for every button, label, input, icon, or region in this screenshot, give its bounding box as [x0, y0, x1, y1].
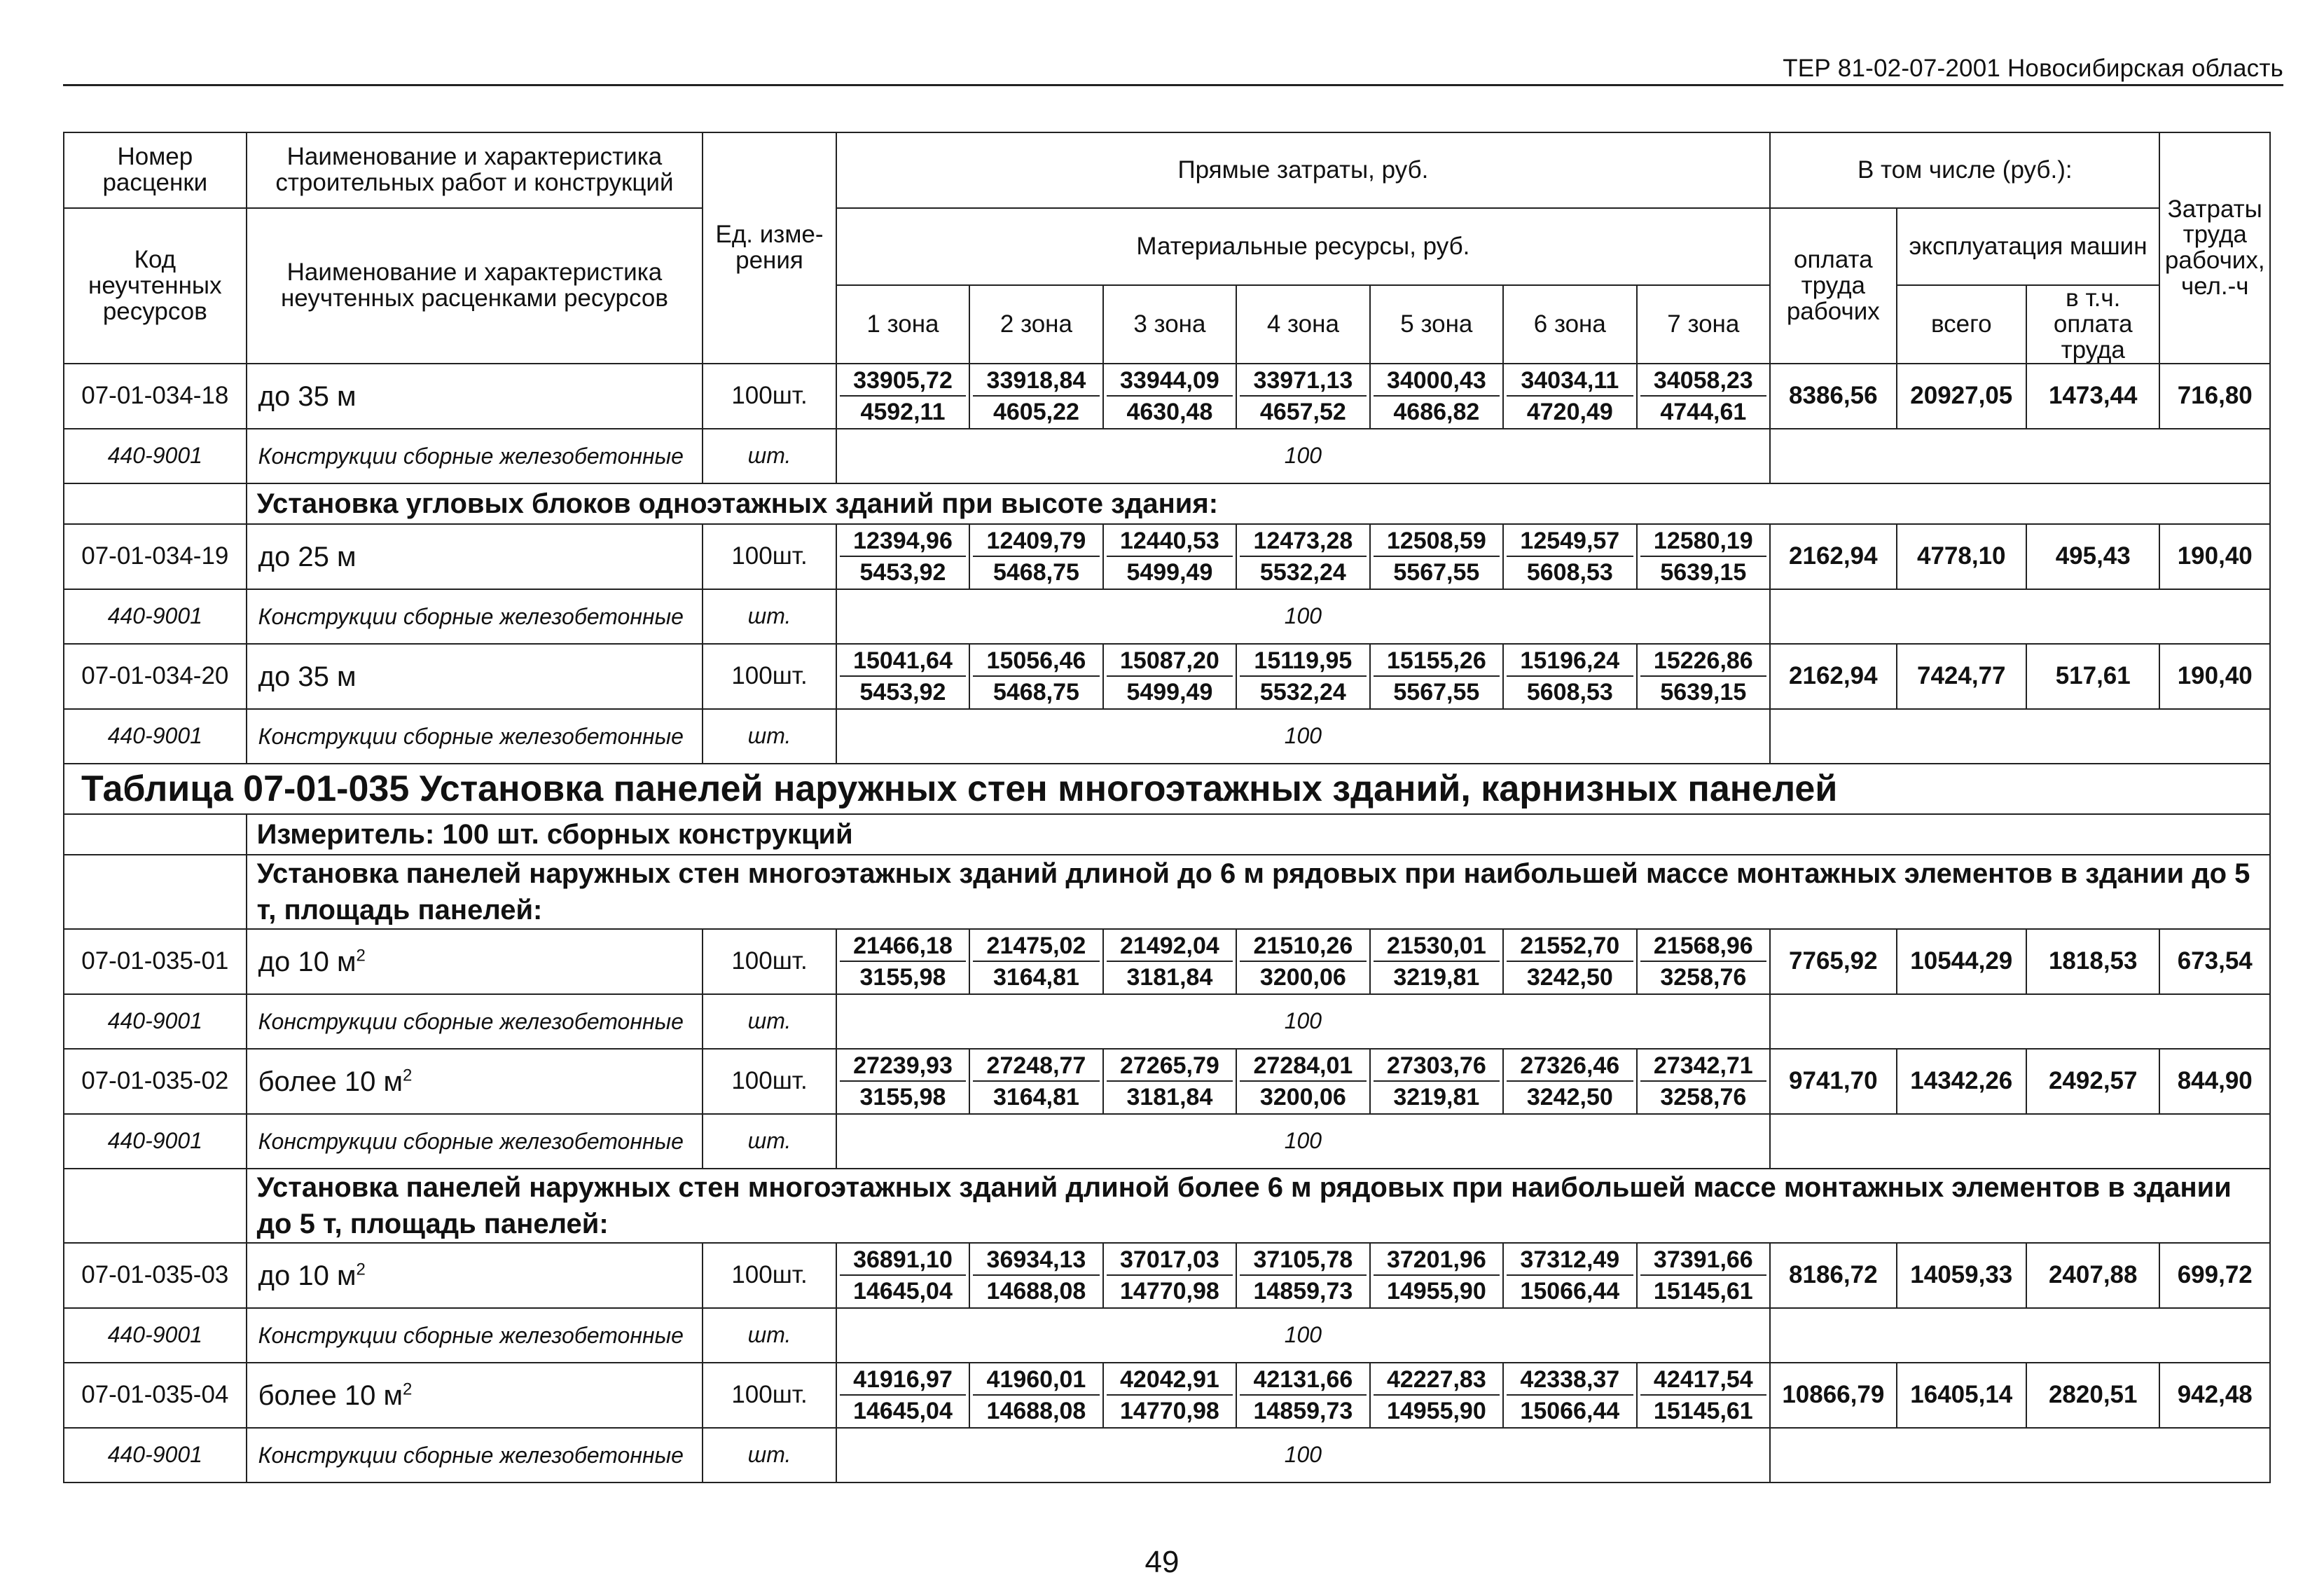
resource-row [64, 589, 2270, 644]
direct-cost: 42131,66 [1240, 1365, 1366, 1396]
rate-unit: 100шт. [703, 524, 836, 589]
rate-name-text: до 35 м [258, 661, 357, 692]
rate-name-text: до 25 м [258, 541, 357, 572]
resource-name: Конструкции сборные железобетонные [247, 589, 703, 644]
direct-cost: 37017,03 [1107, 1246, 1233, 1276]
machines-total-value: 7424,77 [1897, 644, 2026, 709]
material-cost: 15066,44 [1520, 1278, 1620, 1305]
material-cost: 4630,48 [1126, 399, 1213, 426]
header-zone: 7 зона [1637, 285, 1771, 364]
resource-row [64, 1114, 2270, 1169]
header-zone: 3 зона [1103, 285, 1236, 364]
rate-name-text: до 10 м [258, 1260, 357, 1291]
resource-empty-cell [1770, 429, 2270, 483]
machines-wages-value: 495,43 [2026, 524, 2159, 589]
material-cost: 5468,75 [992, 559, 1079, 586]
resource-code: 440-9001 [64, 1428, 247, 1483]
resource-row [64, 709, 2270, 764]
header-machines-total: всего [1897, 285, 2026, 364]
direct-cost: 15226,86 [1640, 647, 1767, 677]
resource-quantity: 100 [836, 994, 1770, 1049]
direct-cost: 21510,26 [1240, 932, 1366, 962]
direct-cost: 15056,46 [973, 647, 1099, 677]
zone-cost-cell [1503, 524, 1636, 589]
direct-cost: 27326,46 [1507, 1052, 1633, 1082]
rate-code: 07-01-035-04 [64, 1363, 247, 1428]
rate-name-text: более 10 м [258, 1380, 403, 1411]
material-cost: 14645,04 [853, 1398, 953, 1425]
material-cost: 3219,81 [1393, 964, 1480, 991]
resource-name: Конструкции сборные железобетонные [247, 709, 703, 764]
rate-name-text: более 10 м [258, 1066, 403, 1097]
resource-unit: шт. [703, 1308, 836, 1363]
material-cost: 5532,24 [1259, 679, 1346, 706]
direct-cost: 37312,49 [1507, 1246, 1633, 1276]
material-cost: 14859,73 [1253, 1278, 1353, 1305]
rate-row [64, 644, 2270, 709]
direct-cost: 12549,57 [1507, 527, 1633, 557]
direct-cost: 41960,01 [973, 1365, 1099, 1396]
material-cost: 5499,49 [1126, 559, 1213, 586]
zone-cost-cell [1637, 929, 1771, 994]
machines-wages-value: 517,61 [2026, 644, 2159, 709]
header-zone: 4 зона [1236, 285, 1369, 364]
zone-cost-cell [969, 644, 1102, 709]
labor-value: 716,80 [2159, 364, 2270, 429]
wages-value: 2162,94 [1770, 644, 1896, 709]
rate-name-superscript: 2 [402, 1380, 413, 1399]
material-cost: 14688,08 [986, 1278, 1086, 1305]
machines-wages-value: 2820,51 [2026, 1363, 2159, 1428]
section-panels-up-to-6m-text: Установка панелей наружных стен многоэтажных зданий длиной до 6 м рядовых при наибольшей массе монтажных элементов в здании до 5 т, площадь панелей: [247, 855, 2270, 929]
direct-cost: 15155,26 [1374, 647, 1500, 677]
material-cost: 5468,75 [992, 679, 1079, 706]
rate-row [64, 1363, 2270, 1428]
zone-cost-cell [1370, 524, 1503, 589]
material-cost: 3164,81 [992, 1084, 1079, 1111]
resource-code: 440-9001 [64, 994, 247, 1049]
resource-empty-cell [1770, 1114, 2270, 1169]
direct-cost: 12440,53 [1107, 527, 1233, 557]
rate-name-superscript: 2 [356, 946, 366, 965]
material-cost: 4744,61 [1660, 399, 1747, 426]
header-zone: 2 зона [969, 285, 1102, 364]
zone-cost-cell [1503, 1049, 1636, 1114]
section-corner-blocks-text: Установка угловых блоков одноэтажных зданий при высоте здания: [247, 483, 2270, 524]
zone-cost-cell [1236, 364, 1369, 429]
direct-cost: 27239,93 [840, 1052, 966, 1082]
direct-cost: 12473,28 [1240, 527, 1366, 557]
section-panels-over-6m [64, 1169, 2270, 1243]
material-cost: 5567,55 [1393, 679, 1480, 706]
direct-cost: 21492,04 [1107, 932, 1233, 962]
zone-cost-cell [969, 929, 1102, 994]
direct-cost: 27303,76 [1374, 1052, 1500, 1082]
zone-cost-cell [1503, 644, 1636, 709]
header-rule [63, 84, 2283, 86]
direct-cost: 41916,97 [840, 1365, 966, 1396]
resource-unit: шт. [703, 709, 836, 764]
zone-cost-cell [1236, 1049, 1369, 1114]
header-zone: 5 зона [1370, 285, 1503, 364]
rate-code: 07-01-034-19 [64, 524, 247, 589]
labor-value: 844,90 [2159, 1049, 2270, 1114]
direct-cost: 12508,59 [1374, 527, 1500, 557]
material-cost: 3258,76 [1660, 964, 1747, 991]
zone-cost-cell [1236, 1363, 1369, 1428]
resource-row [64, 429, 2270, 483]
resource-code: 440-9001 [64, 429, 247, 483]
zone-cost-cell [1503, 364, 1636, 429]
direct-cost: 33971,13 [1240, 366, 1366, 397]
direct-cost: 33905,72 [840, 366, 966, 397]
zone-cost-cell [1236, 644, 1369, 709]
section-empty-cell [64, 483, 247, 524]
section-measure [64, 814, 2270, 855]
material-cost: 4720,49 [1526, 399, 1613, 426]
header-zone: 1 зона [836, 285, 969, 364]
resource-quantity: 100 [836, 1428, 1770, 1483]
header-machines-wages: в т.ч. оплата труда [2026, 285, 2159, 364]
labor-value: 190,40 [2159, 644, 2270, 709]
rate-name [247, 1363, 703, 1428]
material-cost: 3200,06 [1259, 1084, 1346, 1111]
material-cost: 4592,11 [860, 399, 946, 426]
rate-row [64, 1243, 2270, 1308]
zone-cost-cell [1637, 1243, 1771, 1308]
rate-name-text: до 10 м [258, 946, 357, 977]
zone-cost-cell [1503, 1363, 1636, 1428]
machines-total-value: 10544,29 [1897, 929, 2026, 994]
machines-wages-value: 2492,57 [2026, 1049, 2159, 1114]
material-cost: 15145,61 [1653, 1398, 1753, 1425]
zone-cost-cell [1370, 1049, 1503, 1114]
rate-name-superscript: 2 [402, 1066, 413, 1085]
rate-unit: 100шт. [703, 929, 836, 994]
material-cost: 5608,53 [1526, 679, 1613, 706]
machines-total-value: 4778,10 [1897, 524, 2026, 589]
header-rate-no: Номер расценки [64, 132, 247, 208]
rate-unit: 100шт. [703, 1243, 836, 1308]
resource-quantity: 100 [836, 429, 1770, 483]
resource-empty-cell [1770, 1308, 2270, 1363]
rate-unit: 100шт. [703, 1363, 836, 1428]
direct-cost: 21466,18 [840, 932, 966, 962]
resource-row [64, 1428, 2270, 1483]
wages-value: 9741,70 [1770, 1049, 1896, 1114]
direct-cost: 27248,77 [973, 1052, 1099, 1082]
rate-unit: 100шт. [703, 1049, 836, 1114]
zone-cost-cell [1103, 364, 1236, 429]
rate-name [247, 1243, 703, 1308]
direct-cost: 34000,43 [1374, 366, 1500, 397]
zone-cost-cell [1236, 1243, 1369, 1308]
direct-cost: 27284,01 [1240, 1052, 1366, 1082]
direct-cost: 42042,91 [1107, 1365, 1233, 1396]
material-cost: 15066,44 [1520, 1398, 1620, 1425]
material-cost: 4605,22 [992, 399, 1079, 426]
resource-code: 440-9001 [64, 589, 247, 644]
resource-unit: шт. [703, 994, 836, 1049]
resource-quantity: 100 [836, 1114, 1770, 1169]
material-cost: 5608,53 [1526, 559, 1613, 586]
table-title-row [64, 764, 2270, 814]
resource-name: Конструкции сборные железобетонные [247, 429, 703, 483]
resource-quantity: 100 [836, 1308, 1770, 1363]
header-wages: оплата труда рабочих [1770, 208, 1896, 364]
zone-cost-cell [1637, 1363, 1771, 1428]
wages-value: 8186,72 [1770, 1243, 1896, 1308]
machines-wages-value: 1473,44 [2026, 364, 2159, 429]
zone-cost-cell [836, 364, 969, 429]
resource-empty-cell [1770, 994, 2270, 1049]
material-cost: 5567,55 [1393, 559, 1480, 586]
zone-cost-cell [1103, 929, 1236, 994]
material-cost: 3200,06 [1259, 964, 1346, 991]
direct-cost: 37391,66 [1640, 1246, 1767, 1276]
direct-cost: 15196,24 [1507, 647, 1633, 677]
rate-row [64, 364, 2270, 429]
material-cost: 14645,04 [853, 1278, 953, 1305]
direct-cost: 21475,02 [973, 932, 1099, 962]
header-work-name: Наименование и характеристика строительных работ и конструкций [247, 132, 703, 208]
rate-unit: 100шт. [703, 644, 836, 709]
rate-code: 07-01-034-20 [64, 644, 247, 709]
rate-name [247, 929, 703, 994]
zone-cost-cell [1103, 1049, 1236, 1114]
direct-cost: 27342,71 [1640, 1052, 1767, 1082]
zone-cost-cell [836, 1243, 969, 1308]
direct-cost: 34058,23 [1640, 366, 1767, 397]
material-cost: 5532,24 [1259, 559, 1346, 586]
zone-cost-cell [969, 1243, 1102, 1308]
direct-cost: 12409,79 [973, 527, 1099, 557]
zone-cost-cell [969, 364, 1102, 429]
material-cost: 14688,08 [986, 1398, 1086, 1425]
zone-cost-cell [1503, 929, 1636, 994]
material-cost: 5639,15 [1660, 679, 1747, 706]
labor-value: 190,40 [2159, 524, 2270, 589]
material-cost: 5499,49 [1126, 679, 1213, 706]
zone-cost-cell [1637, 364, 1771, 429]
zone-cost-cell [1637, 1049, 1771, 1114]
material-cost: 14955,90 [1386, 1398, 1486, 1425]
machines-wages-value: 1818,53 [2026, 929, 2159, 994]
zone-cost-cell [836, 1049, 969, 1114]
zone-cost-cell [1637, 524, 1771, 589]
zone-cost-cell [1370, 644, 1503, 709]
wages-value: 10866,79 [1770, 1363, 1896, 1428]
direct-cost: 34034,11 [1507, 366, 1633, 397]
material-cost: 3155,98 [859, 1084, 946, 1111]
zone-cost-cell [836, 524, 969, 589]
material-cost: 3219,81 [1393, 1084, 1480, 1111]
direct-cost: 12394,96 [840, 527, 966, 557]
header-machines: эксплуатация машин [1897, 208, 2160, 285]
material-cost: 15145,61 [1653, 1278, 1753, 1305]
wages-value: 7765,92 [1770, 929, 1896, 994]
rate-name-superscript: 2 [356, 1260, 366, 1279]
direct-cost: 42417,54 [1640, 1365, 1767, 1396]
resource-quantity: 100 [836, 589, 1770, 644]
direct-cost: 21530,01 [1374, 932, 1500, 962]
direct-cost: 33918,84 [973, 366, 1099, 397]
rate-name-text: до 35 м [258, 380, 357, 412]
rate-code: 07-01-035-01 [64, 929, 247, 994]
resource-empty-cell [1770, 1428, 2270, 1483]
material-cost: 3258,76 [1660, 1084, 1747, 1111]
resource-row [64, 1308, 2270, 1363]
rate-row [64, 1049, 2270, 1114]
direct-cost: 37105,78 [1240, 1246, 1366, 1276]
direct-cost: 21568,96 [1640, 932, 1767, 962]
section-corner-blocks [64, 483, 2270, 524]
rate-code: 07-01-035-03 [64, 1243, 247, 1308]
zone-cost-cell [1637, 644, 1771, 709]
rate-name [247, 524, 703, 589]
section-empty-cell [64, 855, 247, 929]
rate-name [247, 1049, 703, 1114]
header-labor: Затраты труда рабочих, чел.-ч [2159, 132, 2270, 364]
zone-cost-cell [1103, 524, 1236, 589]
material-cost: 5639,15 [1660, 559, 1747, 586]
direct-cost: 33944,09 [1107, 366, 1233, 397]
material-cost: 14770,98 [1120, 1278, 1219, 1305]
resource-name: Конструкции сборные железобетонные [247, 994, 703, 1049]
zone-cost-cell [1236, 524, 1369, 589]
zone-cost-cell [1103, 1363, 1236, 1428]
resource-unit: шт. [703, 1114, 836, 1169]
material-cost: 14955,90 [1386, 1278, 1486, 1305]
material-cost: 4686,82 [1393, 399, 1480, 426]
resource-empty-cell [1770, 709, 2270, 764]
header-material-resources: Материальные ресурсы, руб. [836, 208, 1770, 285]
zone-cost-cell [1370, 1243, 1503, 1308]
machines-total-value: 16405,14 [1897, 1363, 2026, 1428]
material-cost: 3181,84 [1126, 964, 1213, 991]
header-unit: Ед. изме-рения [703, 132, 836, 364]
direct-cost: 15041,64 [840, 647, 966, 677]
rate-name [247, 644, 703, 709]
material-cost: 3242,50 [1526, 964, 1613, 991]
rate-row [64, 929, 2270, 994]
resource-name: Конструкции сборные железобетонные [247, 1308, 703, 1363]
resource-name: Конструкции сборные железобетонные [247, 1428, 703, 1483]
direct-cost: 42338,37 [1507, 1365, 1633, 1396]
labor-value: 942,48 [2159, 1363, 2270, 1428]
resource-unit: шт. [703, 589, 836, 644]
section-measure-text: Измеритель: 100 шт. сборных конструкций [247, 814, 2270, 855]
machines-total-value: 14059,33 [1897, 1243, 2026, 1308]
direct-cost: 21552,70 [1507, 932, 1633, 962]
material-cost: 14859,73 [1253, 1398, 1353, 1425]
zone-cost-cell [836, 1363, 969, 1428]
zone-cost-cell [836, 644, 969, 709]
rate-name [247, 364, 703, 429]
direct-cost: 36934,13 [973, 1246, 1099, 1276]
page-number: 49 [1144, 1545, 1180, 1579]
direct-cost: 27265,79 [1107, 1052, 1233, 1082]
resource-code: 440-9001 [64, 1308, 247, 1363]
zone-cost-cell [969, 1363, 1102, 1428]
resource-name: Конструкции сборные железобетонные [247, 1114, 703, 1169]
material-cost: 3155,98 [859, 964, 946, 991]
machines-wages-value: 2407,88 [2026, 1243, 2159, 1308]
header-including: В том числе (руб.): [1770, 132, 2159, 208]
resource-code: 440-9001 [64, 709, 247, 764]
zone-cost-cell [1370, 929, 1503, 994]
zone-cost-cell [1503, 1243, 1636, 1308]
rate-row [64, 524, 2270, 589]
material-cost: 5453,92 [859, 679, 946, 706]
header-zone: 6 зона [1503, 285, 1636, 364]
header-resource-name: Наименование и характеристика неучтенных расценками ресурсов [247, 208, 703, 364]
resource-unit: шт. [703, 429, 836, 483]
table-title: Таблица 07-01-035 Установка панелей наружных стен многоэтажных зданий, карнизных панелей [64, 764, 2270, 814]
zone-cost-cell [1370, 1363, 1503, 1428]
document-reference: ТЕР 81-02-07-2001 Новосибирская область [1783, 55, 2283, 82]
material-cost: 3164,81 [992, 964, 1079, 991]
labor-value: 699,72 [2159, 1243, 2270, 1308]
rates-table [63, 132, 2271, 1483]
direct-cost: 15087,20 [1107, 647, 1233, 677]
zone-cost-cell [969, 524, 1102, 589]
machines-total-value: 14342,26 [1897, 1049, 2026, 1114]
material-cost: 3181,84 [1126, 1084, 1213, 1111]
resource-empty-cell [1770, 589, 2270, 644]
resource-quantity: 100 [836, 709, 1770, 764]
direct-cost: 12580,19 [1640, 527, 1767, 557]
zone-cost-cell [1370, 364, 1503, 429]
section-panels-up-to-6m [64, 855, 2270, 929]
wages-value: 8386,56 [1770, 364, 1896, 429]
wages-value: 2162,94 [1770, 524, 1896, 589]
zone-cost-cell [1236, 929, 1369, 994]
resource-row [64, 994, 2270, 1049]
section-empty-cell [64, 1169, 247, 1243]
material-cost: 4657,52 [1259, 399, 1346, 426]
resource-unit: шт. [703, 1428, 836, 1483]
labor-value: 673,54 [2159, 929, 2270, 994]
rate-unit: 100шт. [703, 364, 836, 429]
direct-cost: 36891,10 [840, 1246, 966, 1276]
material-cost: 14770,98 [1120, 1398, 1219, 1425]
machines-total-value: 20927,05 [1897, 364, 2026, 429]
material-cost: 5453,92 [859, 559, 946, 586]
zone-cost-cell [836, 929, 969, 994]
material-cost: 3242,50 [1526, 1084, 1613, 1111]
direct-cost: 42227,83 [1374, 1365, 1500, 1396]
section-panels-over-6m-text: Установка панелей наружных стен многоэтажных зданий длиной более 6 м рядовых при наибольшей массе монтажных элементов в здании до 5 т, площадь панелей: [247, 1169, 2270, 1243]
header-direct-costs: Прямые затраты, руб. [836, 132, 1770, 208]
direct-cost: 15119,95 [1240, 647, 1366, 677]
header-resource-code: Код неучтенных ресурсов [64, 208, 247, 364]
rate-code: 07-01-034-18 [64, 364, 247, 429]
rate-code: 07-01-035-02 [64, 1049, 247, 1114]
section-empty-cell [64, 814, 247, 855]
direct-cost: 37201,96 [1374, 1246, 1500, 1276]
zone-cost-cell [969, 1049, 1102, 1114]
zone-cost-cell [1103, 1243, 1236, 1308]
resource-code: 440-9001 [64, 1114, 247, 1169]
zone-cost-cell [1103, 644, 1236, 709]
